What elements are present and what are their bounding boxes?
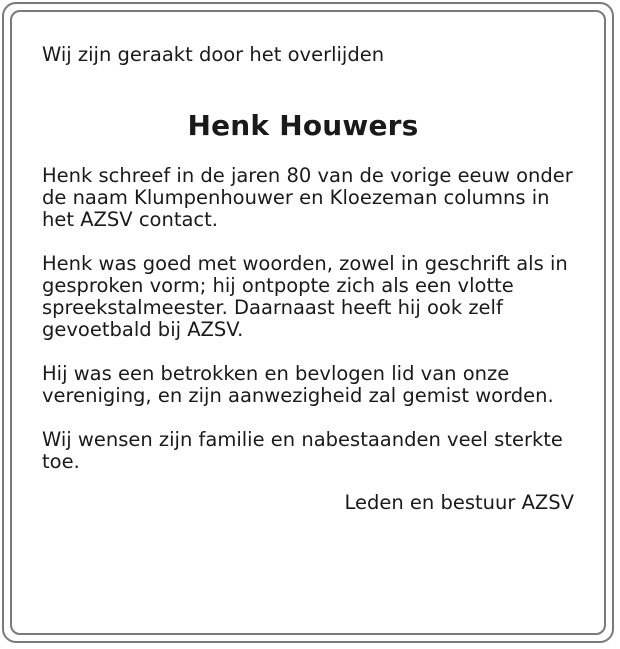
paragraph-columns: Henk schreef in de jaren 80 van de vorige eeuw onder de naam Klumpenhouwer en Kloezeman columns in het AZSV contact. <box>42 164 573 231</box>
obituary-notice <box>42 44 582 514</box>
deceased-name: Henk Houwers <box>187 109 419 142</box>
paragraph-condolences: Wij wensen zijn familie en nabestaanden veel sterkte toe. <box>42 428 563 473</box>
intro-line: Wij zijn geraakt door het overlijden <box>42 43 385 66</box>
paragraph-member: Hij was een betrokken en bevlogen lid van onze vereniging, en zijn aanwezigheid zal gemist worden. <box>42 362 554 407</box>
signature: Leden en bestuur AZSV <box>344 491 574 514</box>
paragraph-words: Henk was goed met woorden, zowel in geschrift als in gesproken vorm; hij ontpopte zich als een vlotte spreekstalmeester. Daarnaast heeft hij ook zelf gevoetbald bij AZSV. <box>42 252 568 341</box>
